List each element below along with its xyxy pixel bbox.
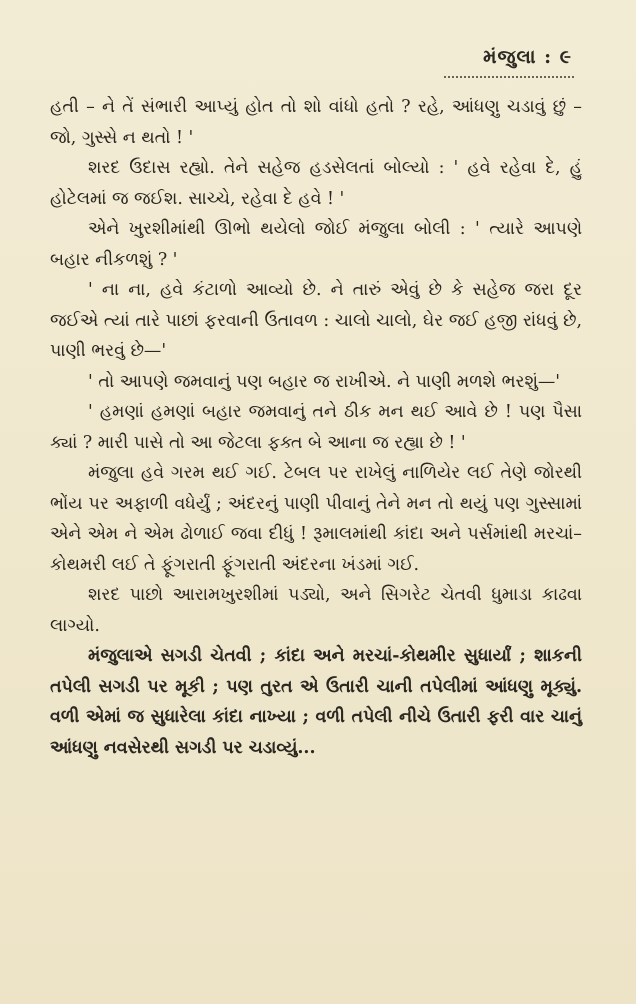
paragraph: એને ખુરશીમાંથી ઊભો થયેલો જોઈ મંજુલા બોલી : ' ત્યારે આપણે બહાર નીકળશું ? '	[50, 219, 582, 270]
paragraph: મંજુલાએ સગડી ચેતવી ; કાંદા અને મરચાં-કોથમીર સુધાર્યાં ; શાકની તપેલી સગડી પર મૂકી ; પણ તુરત એ ઉતારી ચાની તપેલીમાં આંધણુ મૂક્યું. વળી એમાં જ સુધારેલા કાંદા નાખ્યા ; વળી તપેલી નીચે ઉતારી ફરી વાર ચાનું આંધણુ નવસેરથી સગડી પર ચડાવ્યું...	[50, 646, 582, 758]
paragraph: શરદ પાછો આરામખુરશીમાં પડ્યો, અને સિગરેટ ચેતવી ધુમાડા કાઢવા લાગ્યો.	[50, 585, 582, 636]
page-body	[50, 92, 582, 763]
paragraph: શરદ ઉદાસ રહ્યો. તેને સહેજ હડસેલતાં બોલ્યો : ' હવે રહેવા દે, હું હોટેલમાં જ જઈશ. સાચ્ચે, રહેવા દે હવે ! '	[50, 158, 582, 209]
paragraph: ' હમણાં હમણાં બહાર જમવાનું તને ઠીક મન થઈ આવે છે ! પણ પૈસા ક્યાં ? મારી પાસે તો આ જેટલા ફક્ત બે આના જ રહ્યા છે ! '	[50, 402, 582, 453]
paragraph: હતી – ને તેં સંભારી આપ્યું હોત તો શો વાંધો હતો ? રહે, આંધણુ ચડાવું છું – જો, ગુસ્સે ન થતો ! '	[50, 97, 582, 148]
paragraph: ' તો આપણે જમવાનું પણ બહાર જ રાખીએ. ને પાણી મળશે ભરશું—'	[88, 371, 561, 392]
running-header: મંજુલા : ૯	[483, 46, 572, 68]
paragraph: મંજુલા હવે ગરમ થઈ ગઈ. ટેબલ પર રાખેલું નાળિયેર લઈ તેણે જોરથી ભોંય પર અફાળી વધેર્યું ; અંદરનું પાણી પીવાનું તેને મન તો થયું પણ ગુસ્સામાં એને એમ ને એમ ઢોળાઈ જવા દીધું ! રૂમાલમાંથી કાંદા અને પર્સમાંથી મરચાં–કોથમરી લઈ તે ફૂંગરાતી ફૂંગરાતી અંદરના ખંડમાં ગઈ.	[50, 463, 582, 575]
header-wavy-rule	[444, 72, 574, 78]
paragraph: ' ના ના, હવે કંટાળો આવ્યો છે. ને તારું એવું છે કે સહેજ જરા દૂર જઈએ ત્યાં તારે પાછાં ફરવાની ઉતાવળ : ચાલો ચાલો, ઘેર જઈ હજી રાંધવું છે, પાણી ભરવું છે—'	[50, 280, 582, 361]
